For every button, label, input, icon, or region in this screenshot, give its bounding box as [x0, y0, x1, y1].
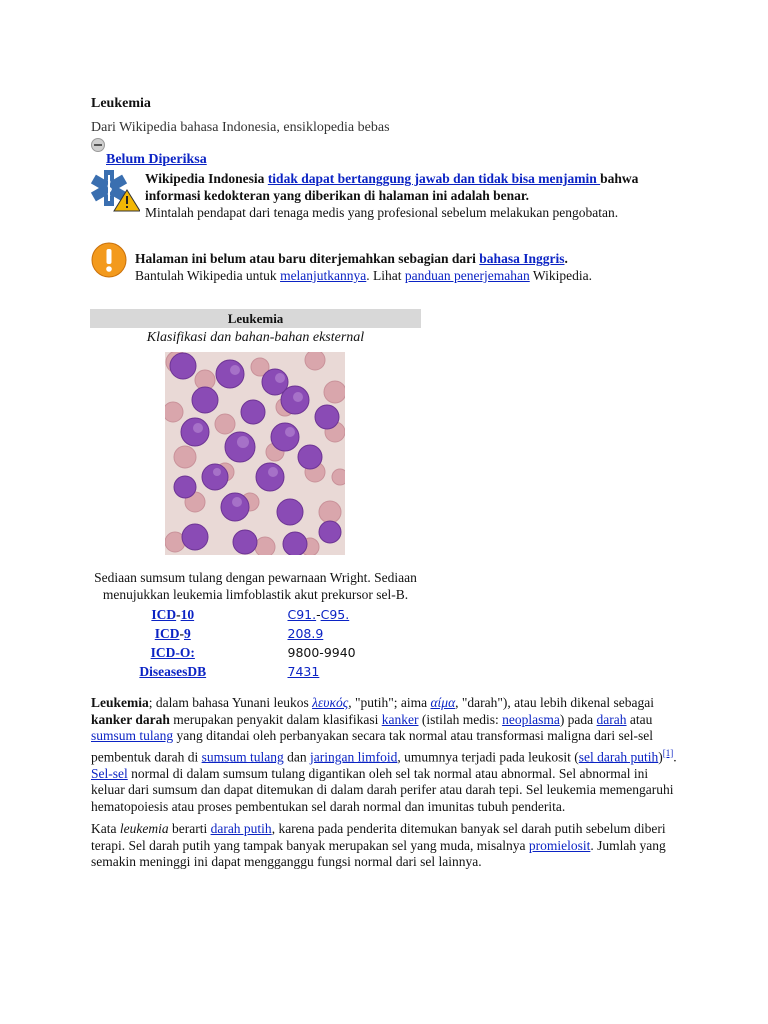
diseasesdb-label-link[interactable]: DiseasesDB	[139, 664, 207, 679]
paragraph-1	[91, 695, 681, 815]
text: .	[673, 749, 677, 764]
infobox-caption: Sediaan sumsum tulang dengan pewarnaan Wright. Sediaan menujukkan leukemia limfoblastik akut prekursor sel-B.	[94, 570, 417, 602]
separator: -	[179, 626, 184, 641]
disclaimer-bold-end: bahwa informasi kedokteran yang diberikan di halaman ini adalah benar.	[145, 171, 639, 203]
classification-table	[90, 605, 421, 681]
icd10-label-link[interactable]: ICD	[151, 607, 177, 622]
icd9-label-link[interactable]: ICD	[154, 626, 180, 641]
diseasesdb-code-link[interactable]: 7431	[287, 664, 320, 679]
page-subtitle: Dari Wikipedia bahasa Indonesia, ensiklopedia bebas	[91, 120, 390, 135]
bone-marrow-image[interactable]	[165, 352, 345, 555]
medical-disclaimer	[145, 170, 690, 221]
text: , karena pada penderita ditemukan banyak sel darah putih sebelum diberi terapi. Sel darah putih yang tampak banyak merupakan sel yang muda, misalnya	[91, 821, 666, 853]
darah-putih-link[interactable]: darah putih	[210, 821, 272, 836]
greek-leukos-link[interactable]: λευκός	[312, 695, 349, 710]
icd9-code-link[interactable]: 208.9	[287, 626, 324, 641]
table-row	[90, 643, 421, 662]
translation-bold: Halaman ini belum atau baru diterjemahkan sebagian dari	[135, 251, 480, 266]
text: Kata	[91, 821, 120, 836]
greek-aima-link[interactable]: αίμα	[430, 695, 456, 710]
translation-text: . Lihat	[366, 268, 405, 283]
english-link[interactable]: bahasa Inggris	[479, 251, 565, 266]
text: merupakan penyakit dalam klasifikasi	[169, 711, 382, 727]
disclaimer-line2: Mintalah pendapat dari tenaga medis yang profesional sebelum melakukan pengobatan.	[145, 205, 619, 220]
disclaimer-link[interactable]: tidak dapat bertanggung jawab dan tidak bisa menjamin	[267, 171, 601, 186]
sumsum-tulang-link-2[interactable]: sumsum tulang	[201, 749, 284, 764]
sel-darah-putih-link[interactable]: sel darah putih	[578, 749, 659, 764]
text: , "darah"), atau lebih dikenal sebagai	[455, 695, 654, 710]
text: dan	[283, 749, 310, 764]
table-row	[90, 605, 421, 624]
text: yang ditandai oleh perbanyakan secara tak normal atau transformasi maligna dari sel-sel pembentuk darah di	[91, 728, 653, 764]
sumsum-tulang-link[interactable]: sumsum tulang	[91, 728, 174, 743]
icd10-code-link[interactable]: C91.	[287, 607, 317, 622]
text: (istilah medis:	[418, 711, 503, 727]
infobox-header: Leukemia	[90, 309, 421, 328]
table-row	[90, 662, 421, 681]
translation-guide-link[interactable]: panduan penerjemahan	[404, 268, 530, 283]
term-bold: kanker darah	[91, 711, 170, 727]
term-bold: Leukemia	[91, 695, 149, 710]
disclaimer-bold: Wikipedia Indonesia	[145, 171, 268, 186]
icdo-value: 9800-9940	[287, 645, 356, 660]
text: ) pada	[559, 711, 597, 727]
text: berarti	[168, 821, 211, 836]
darah-link[interactable]: darah	[596, 711, 627, 727]
reference-link[interactable]: [1]	[662, 747, 674, 758]
icd10-version-link[interactable]: 10	[180, 607, 195, 622]
translation-text: Bantulah Wikipedia untuk	[135, 268, 281, 283]
text: . Jumlah yang semakin meninggi ini dapat mengganggu fungsi normal dari sel lainnya.	[91, 837, 666, 869]
separator: -	[176, 607, 181, 622]
text: , umumnya terjadi pada leukosit (	[397, 749, 579, 764]
icd9-version-link[interactable]: 9	[184, 626, 191, 641]
collapse-toggle-icon[interactable]	[91, 138, 105, 152]
translation-notice	[135, 250, 695, 284]
text: )	[658, 749, 663, 764]
continue-link[interactable]: melanjutkannya	[280, 268, 367, 283]
article-body	[91, 695, 681, 877]
promielosit-link[interactable]: promielosit	[528, 837, 591, 853]
page-title: Leukemia	[91, 96, 151, 111]
text: atau	[626, 711, 653, 727]
jaringan-limfoid-link[interactable]: jaringan limfoid	[309, 749, 398, 764]
text: ; dalam bahasa Yunani leukos	[148, 695, 313, 710]
text: normal di dalam sumsum tulang digantikan oleh sel tak normal atau abnormal. Sel abnormal ini keluar dari sumsum dan dapat ditemukan di dalam darah perifer atau darah tepi. Sel leukemia memengaruhi hematopoiesis atau proses pembentukan sel darah normal dan imunitas tubuh penderita.	[91, 765, 674, 814]
neoplasma-link[interactable]: neoplasma	[502, 711, 560, 727]
translation-bold-end: .	[564, 251, 568, 266]
paragraph-2	[91, 821, 681, 871]
text: , "putih"; aima	[348, 695, 431, 710]
infobox-subheader: Klasifikasi dan bahan-bahan eksternal	[146, 330, 365, 345]
table-row	[90, 624, 421, 643]
infobox	[90, 309, 421, 681]
separator: -	[316, 607, 321, 622]
translation-text: Wikipedia.	[529, 268, 592, 283]
medical-warning-icon	[90, 168, 140, 212]
unchecked-link[interactable]: Belum Diperiksa	[106, 152, 207, 167]
icdo-label-link[interactable]: ICD-O:	[150, 645, 195, 660]
sel-sel-link[interactable]: Sel-sel	[91, 765, 128, 781]
term-italic: leukemia	[119, 821, 169, 836]
exclamation-icon	[91, 242, 127, 278]
kanker-link[interactable]: kanker	[381, 711, 419, 727]
icd10-code2-link[interactable]: C95.	[320, 607, 350, 622]
